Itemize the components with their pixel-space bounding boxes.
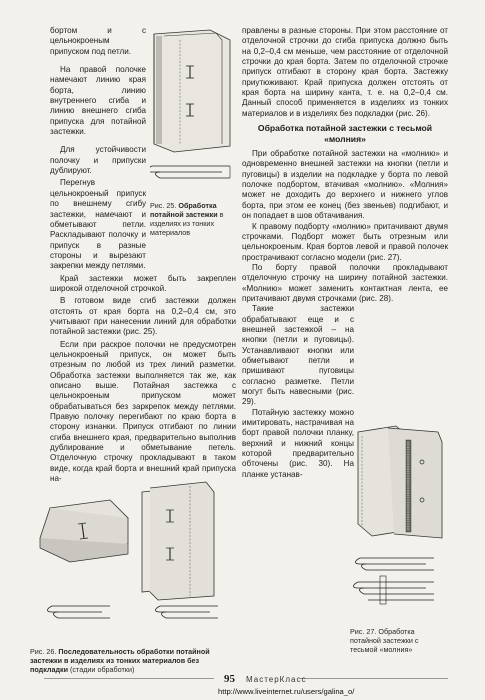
left-paragraph-6: Если при раскрое полочки не предусмотрен цельнокроеный припуск, он может быть отрезным по любой из трех линий разметки. Обработка застежки выполняется так же, как описано выше. Потайная застежка с цельнокроеным припуском может обрабатываться без заркрепок между петлями. Правую полочку перегибают по краю борта в сторону изнанки. Припуск отгибают по линии сгиба внешнего края, предварительно выполнив дублирование и обметывание петель. Отделочную строчку прокладывают в таком виде, когда край борта и внешний край припуска на- xyxy=(50,339,236,484)
right-paragraph-5: Такие застежки обрабатывают еще и с внешней застежкой – на кнопки (петли и пуговицы). Устанавливают кнопки или обметывают петли и пришивают пуговицы согласно разметке. Петли могут быть навесными (рис. 29). xyxy=(242,304,354,407)
footer-rule-right xyxy=(300,678,448,679)
figure-26-caption xyxy=(30,647,226,674)
figure-25-title: Обработка потайной застежки xyxy=(150,201,218,219)
figure-25-drawing xyxy=(150,26,240,196)
figure-25-subtitle: в изделиях из тонких материалов xyxy=(150,210,224,237)
right-column xyxy=(242,26,448,480)
magazine-name: МастерКласс xyxy=(246,675,307,684)
page-number: 95 xyxy=(224,673,235,685)
figure-26 xyxy=(30,478,230,674)
figure-25-number: Рис. 25. xyxy=(150,201,177,210)
figure-25 xyxy=(150,26,240,237)
figure-27-drawing xyxy=(350,418,450,618)
right-paragraph-1: правлены в разные стороны. При этом расстояние от отделочной строчки до сгиба припуска должно быть на 0,2–0,4 см меньше, чем расстояние от отделочной строчки до края борта. Затем по отделочной строчке припуск отгибают в сторону края борта. Застежку приутюживают. Край припуска должен отстоять от края борта на ширину канта, т. е. на 0,2–0,4 см. Данный способ применяется в изделиях из тонких материалов и в изделиях без подкладки (рис. 26). xyxy=(242,26,448,118)
figure-26-subtitle: (стадии обработки) xyxy=(70,665,135,674)
right-paragraph-3: К правому подборту «молнию» притачивают двумя строчками. Подборт может быть отрезным или цельнокроеным. Края бортов левой и правой полочек прострачивают согласно модели (рис. 27). xyxy=(242,221,448,262)
figure-26-title: Последовательность обработки потайной застежки в изделиях из тонких материалов без подкладки xyxy=(30,647,210,674)
figure-26-number: Рис. 26. xyxy=(30,647,57,656)
figure-27 xyxy=(350,418,450,676)
right-paragraph-6: Потайную застежку можно имитировать, настрачивая на борт правой полочки планку, верхний и нижний концы которой предварительно обточены (рис. 30). На планке устанав- xyxy=(242,407,354,479)
figure-26-drawing xyxy=(30,478,230,638)
left-paragraph-4: Край застежки может быть закреплен широкой отделочной строчкой. xyxy=(50,273,236,293)
right-paragraph-2: При обработке потайной застежки на «молнию» и одновременно внешней застежки на кнопки (петли и пуговицы) в изделии на подкладке у борта по левой полочке подбортом, втачивая «молнию». «Молния» может не доходить до верхнего и нижнего углов борта, при этом ее конец (без звеньев) подгибают, и он попадает в шов обтачивания. xyxy=(242,149,448,221)
figure-27-number: Рис. 27. xyxy=(350,627,377,636)
figure-27-caption xyxy=(350,627,446,654)
left-paragraph-1: На правой полочке намечают линию края борта, линию внутреннего сгиба и линию внешнего сгиба припуска для потайной застежки. xyxy=(50,65,146,137)
left-paragraph-5: В готовом виде сгиб застежки должен отстоять от края борта на 0,2–0,4 см, это учитывают при нанесении линий для обработки потайной застежки (рис. 25). xyxy=(50,296,236,337)
left-paragraph-2: Для устойчивости полочку и припуски дублируют. xyxy=(50,145,146,176)
left-paragraph-3: Перегнув цельнокроеный припуск по внешнему сгибу застежки, намечают и обметывают петли. Раскладывают полочку и припуск в разные стороны и вырезают закрепки между петлями. xyxy=(50,178,146,271)
figure-25-caption xyxy=(150,201,234,237)
footer-rule-left xyxy=(44,678,214,679)
figure-27-title: Обработка потайной застежки с тесьмой «молния» xyxy=(350,627,419,654)
section-heading: Обработка потайной застежки с тесьмой «молния» xyxy=(257,123,433,144)
left-intro: бортом и с цельнокроеным припуском под петли. xyxy=(50,26,146,56)
right-paragraph-4: По борту правой полочки прокладывают отделочную строчку на ширину потайной застежки. «Молнию» может заменить контактная лента, ее притачивают двумя строчками (рис. 28). xyxy=(242,262,448,303)
watermark-url: http://www.liveinternet.ru/users/galina_o/ xyxy=(218,687,355,696)
